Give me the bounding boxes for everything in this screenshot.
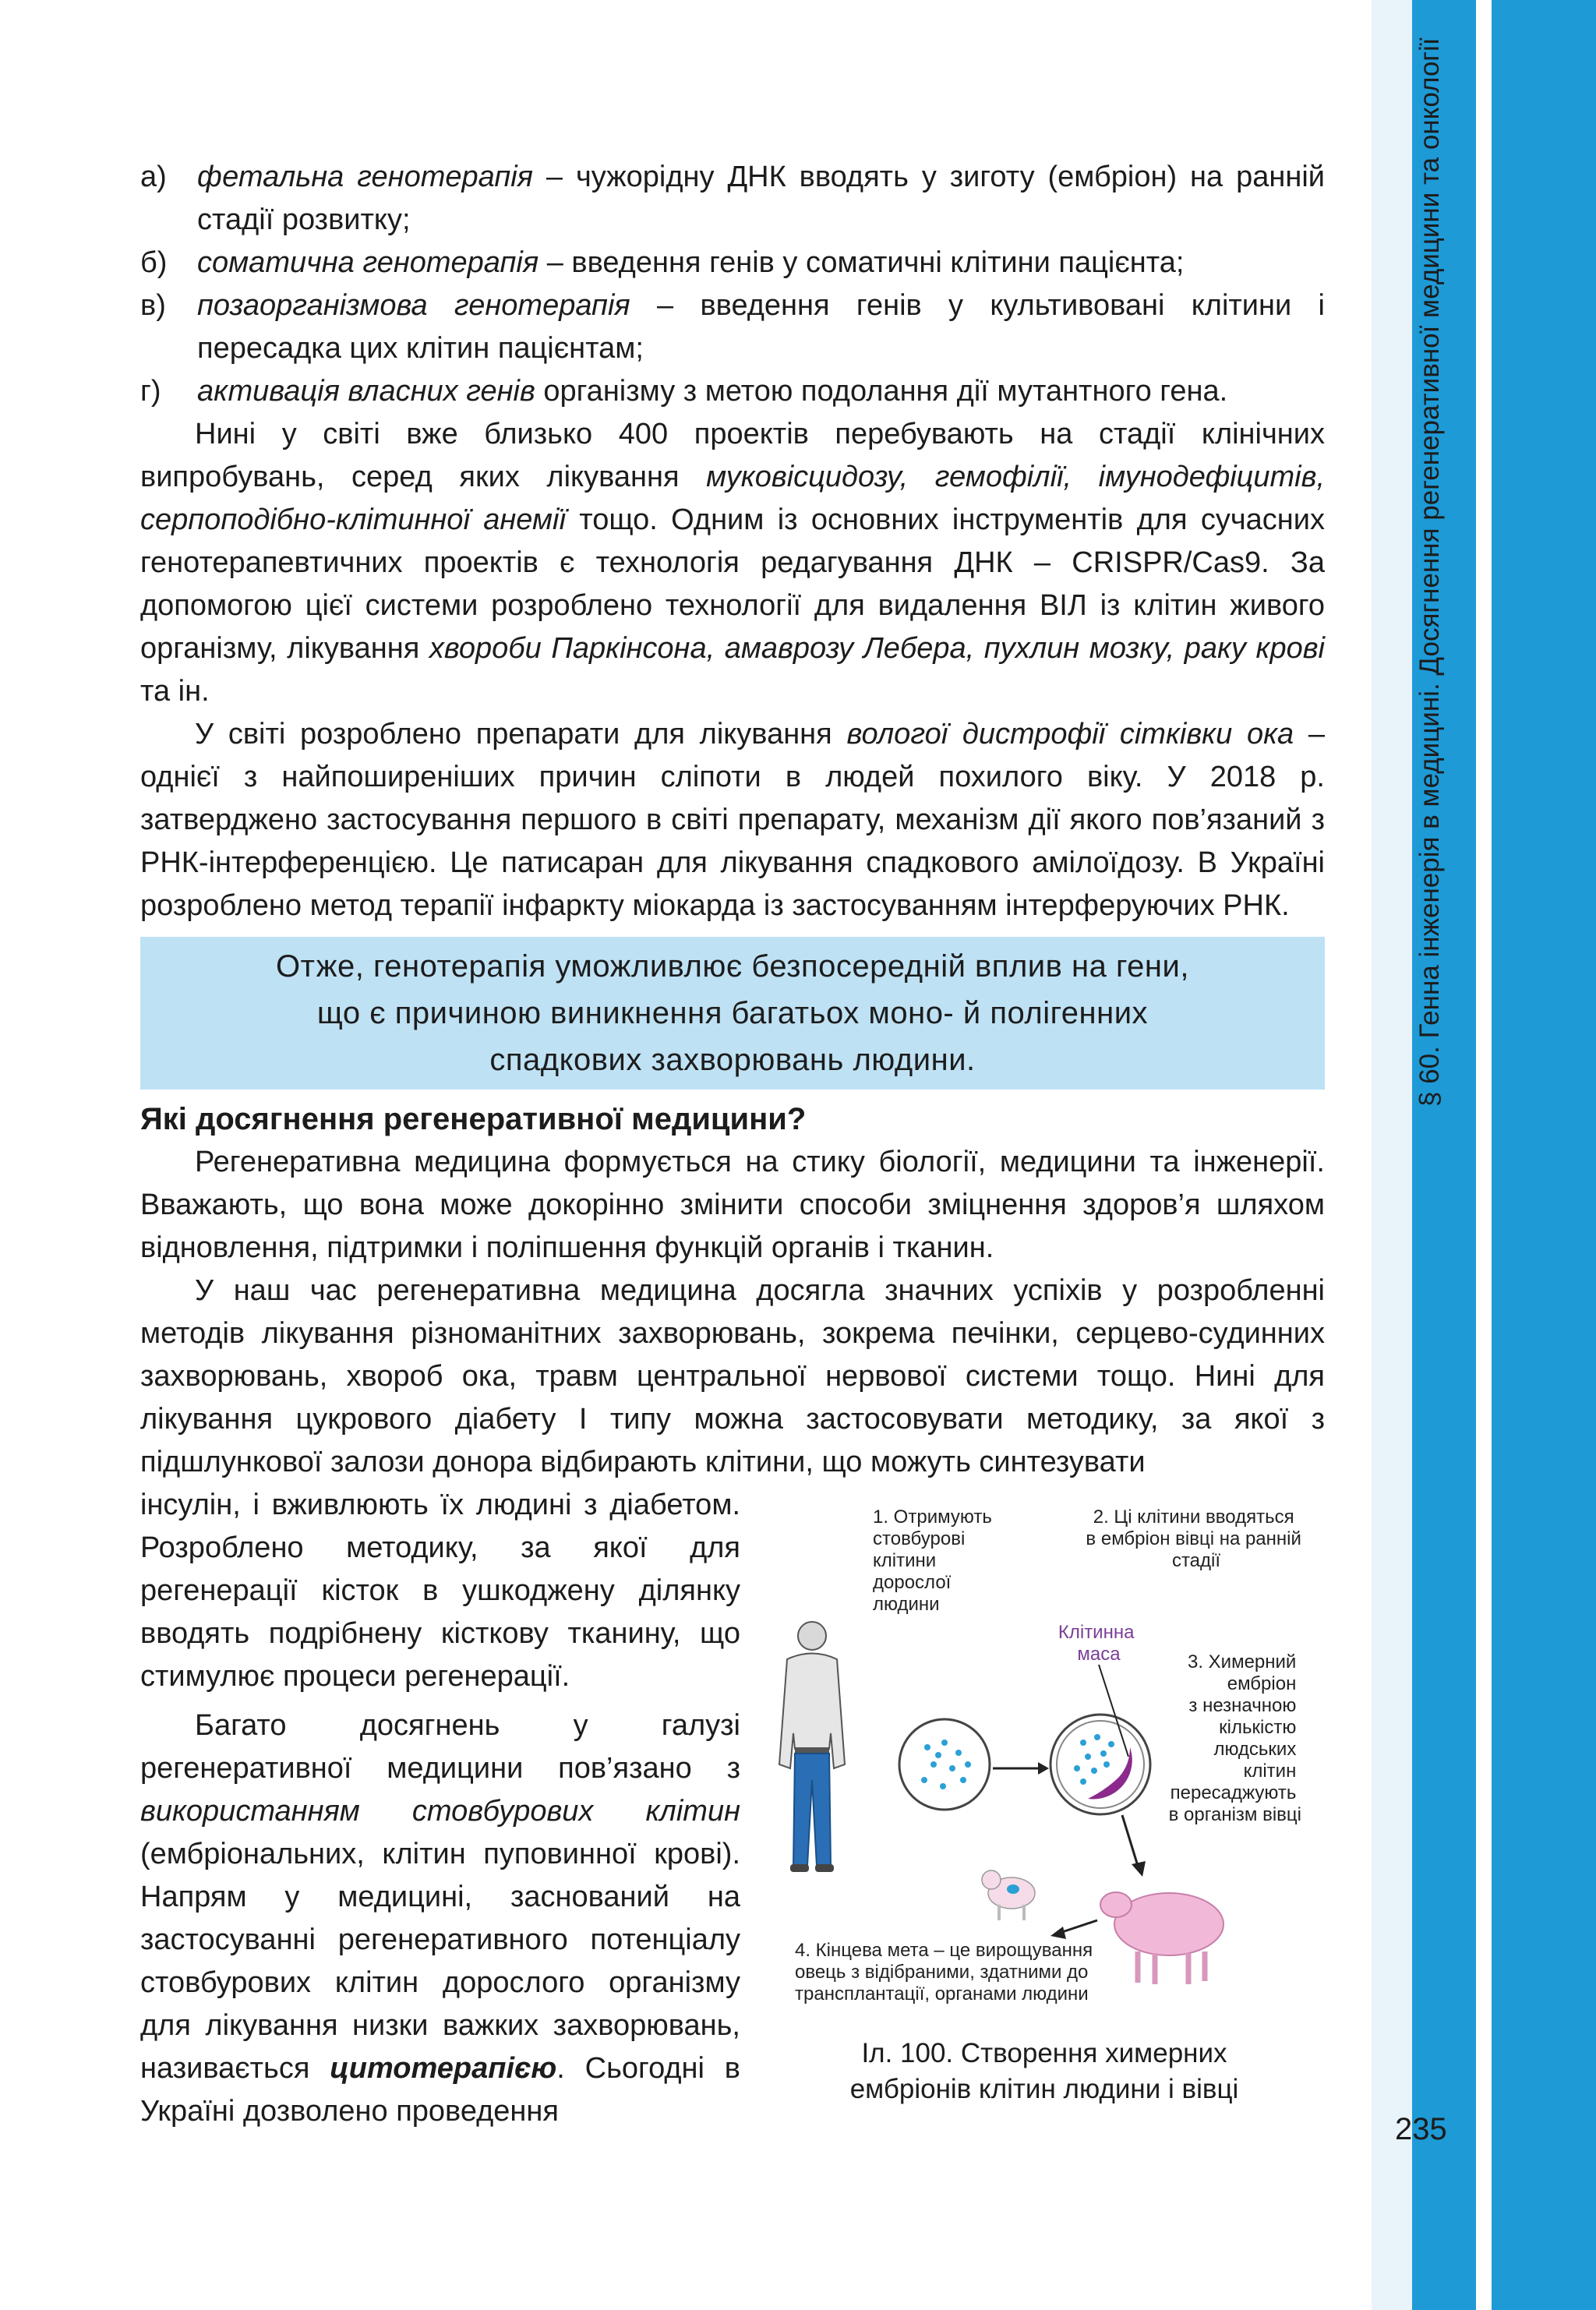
sheep-embryo <box>1050 1665 1150 1814</box>
running-title: § 60. Генна інженерія в медицині. Досягнення регенеративної медицини та онкології <box>1414 37 1445 1107</box>
section-heading: Які досягнення регенеративної медицини? <box>140 1102 807 1136</box>
sidebar-light-stripe <box>1372 0 1412 2310</box>
list-text: – введення генів у соматичні клітини пацієнта; <box>538 246 1185 279</box>
page-content <box>140 156 1325 2133</box>
paragraph-clinical-trials: Нині у світі вже близько 400 проектів перебувають на стадії клінічних випробувань, серед яких лікування муковісцидозу, гемофілії, імунодефіцитів, серпоподібно-клітинної анемії тощо. Одним із основних інструментів для сучасних генотерапевтичних проектів є технологія редагування ДНК – CRISPR/Cas9. За допомогою цієї системи розроблено технології для видалення ВІЛ із клітин живого організму, лікування хвороби Паркінсона, амаврозу Лебера, пухлин мозку, раку крові та ін. <box>140 418 1325 708</box>
list-marker: г) <box>140 375 161 408</box>
list-text: організму з метою подолання дії мутантного гена. <box>535 375 1228 408</box>
therapy-list <box>140 156 1325 413</box>
label-step1: 1. Отримують стовбурові клітини дорослої людини <box>873 1506 992 1615</box>
sidebar-edge-stripe <box>1492 0 1596 2310</box>
list-item <box>140 242 1325 284</box>
sidebar-gap <box>1476 0 1492 2310</box>
label-step3: 3. Химерний ембріон з незначною кількістю людських клітин пересаджують в організм вівці <box>1168 1651 1301 1825</box>
sidebar <box>1372 0 1596 2310</box>
list-term: активація власних генів <box>197 375 535 408</box>
conclusion-highlight: Отже, генотерапія уможливлює безпосередній вплив на гени, що є причиною виникнення багатьох моно- й полігенних спадкових захворювань людини. <box>140 937 1325 1090</box>
figure-illustration <box>764 1499 1325 2014</box>
list-marker: б) <box>140 246 168 279</box>
list-item <box>140 156 1325 242</box>
sheep-icon <box>1100 1892 1223 1984</box>
text-and-figure <box>140 1484 1325 2133</box>
list-term: фетальна генотерапія <box>197 161 533 193</box>
arrow-to-embryo <box>993 1762 1049 1775</box>
list-item <box>140 370 1325 413</box>
paragraph-regenerative-intro: Регенеративна медицина формується на стику біології, медицини та інженерії. Вважають, що вона може докорінно змінити способи зміцнення здоров’я шляхом відновлення, підтримки і поліпшення функцій органів і тканин. <box>140 1146 1325 1264</box>
stem-cells-circle <box>899 1719 990 1810</box>
list-text: – введення генів у культивовані клітини і пересадка цих клітин пацієнтам; <box>197 289 1325 365</box>
lamb-icon <box>982 1870 1035 1920</box>
page-number: 235 <box>1395 2112 1447 2146</box>
figure-chimeric-embryos <box>764 1499 1325 2133</box>
list-item <box>140 284 1325 370</box>
list-term: позаорганізмова генотерапія <box>197 289 630 322</box>
left-column <box>140 1484 740 2133</box>
label-step2: 2. Ці клітини вводяться в ембріон вівці на ранній стадії <box>1086 1506 1301 1571</box>
figure-caption: Іл. 100. Створення химерних ембріонів клітин людини і вівці <box>849 2038 1239 2104</box>
human-figure <box>779 1622 845 1872</box>
label-cell-mass: Клітинна маса <box>1058 1622 1135 1665</box>
paragraph-stem-cells: Багато досягнень у галузі регенеративної медицини пов’язано з використанням стовбурових клітин (ембріональних, клітин пуповинної крові). Напрям у медицині, заснований на застосуванні регенеративного потенціалу стовбурових клітин дорослого організму для лікування низки важких захворювань, називається цитотерапією. Сьогодні в Україні дозволено проведення <box>140 1709 740 2128</box>
paragraph-achievements: У наш час регенеративна медицина досягла значних успіхів у розробленні методів лікування різноманітних захворювань, зокрема печінки, серцево-судинних захворювань, хвороб ока, травм центральної нервової системи тощо. Нині для лікування цукрового діабету І типу можна застосовувати методику, за якої з підшлункової залози донора відбирають клітини, що можуть синтезувати <box>140 1274 1325 1478</box>
list-term: соматична генотерапія <box>197 246 539 279</box>
list-marker: а) <box>140 161 167 193</box>
list-text: – чужорідну ДНК вводять у зиготу (ембріон) на ранній стадії розвитку; <box>197 161 1325 236</box>
label-step4: 4. Кінцева мета – це вирощування овець з відібраними, здатними до трансплантації, органами людини <box>795 1940 1093 2004</box>
paragraph-retina: У світі розроблено препарати для лікування вологої дистрофії сітківки ока – однієї з найпоширеніших причин сліпоти в людей похилого віку. У 2018 р. затверджено застосування першого в світі препарату, механізм дії якого пов’язаний з РНК-інтерференцією. Це патисаран для лікування спадкового амілоїдозу. В Україні розроблено метод терапії інфаркту міокарда із застосуванням інтерферуючих РНК. <box>140 718 1325 922</box>
paragraph-insulin: інсулін, і вживлюють їх людині з діабетом. Розроблено методику, за якої для регенерації кісток в ушкоджену ділянку вводять подрібнену кісткову тканину, що стимулює процеси регенерації. <box>140 1489 740 1693</box>
list-marker: в) <box>140 289 166 322</box>
